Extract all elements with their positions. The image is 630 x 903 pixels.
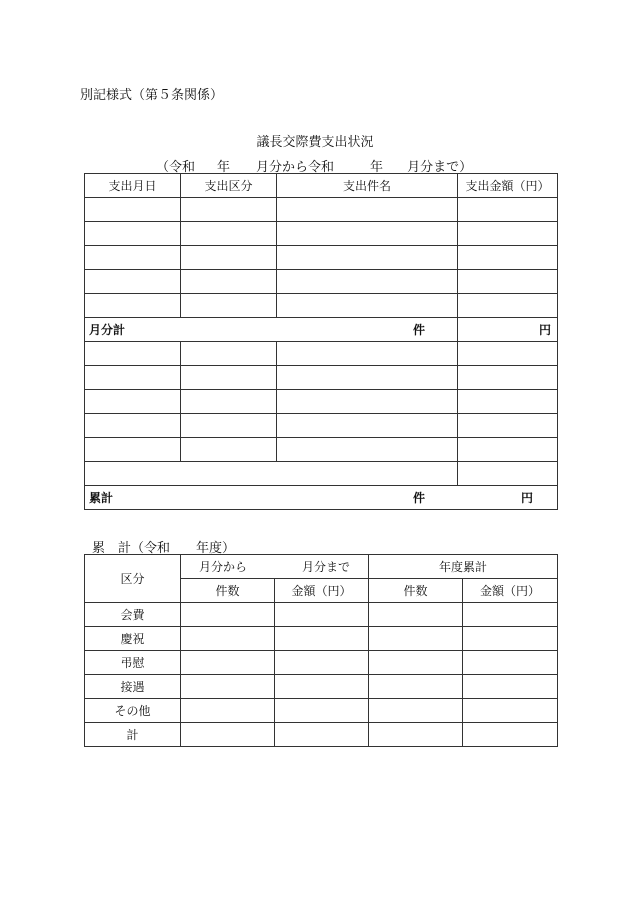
period-from: 月分から令和 bbox=[256, 160, 335, 175]
count-cell[interactable] bbox=[369, 603, 463, 627]
table-header-row bbox=[85, 174, 558, 198]
summary-row bbox=[85, 603, 558, 627]
date-cell[interactable] bbox=[85, 222, 181, 246]
row-label: 会費 bbox=[85, 603, 181, 627]
amount-cell[interactable] bbox=[275, 627, 369, 651]
subject-cell[interactable] bbox=[277, 342, 458, 366]
form-reference: 別記様式（第５条関係） bbox=[80, 88, 224, 103]
summary-row bbox=[85, 699, 558, 723]
subject-cell[interactable] bbox=[277, 366, 458, 390]
amount-cell[interactable] bbox=[458, 222, 558, 246]
subject-cell[interactable] bbox=[277, 198, 458, 222]
count-cell[interactable] bbox=[369, 699, 463, 723]
category-cell[interactable] bbox=[181, 366, 277, 390]
count-cell[interactable] bbox=[181, 627, 275, 651]
period-open: （令和 bbox=[156, 160, 196, 175]
amount-cell[interactable] bbox=[463, 699, 558, 723]
category-cell[interactable] bbox=[181, 198, 277, 222]
table-row bbox=[85, 198, 558, 222]
count-header: 件数 bbox=[369, 579, 463, 603]
table-row bbox=[85, 414, 558, 438]
subject-cell[interactable] bbox=[277, 294, 458, 318]
cumulative-total-label: 累計 bbox=[89, 491, 114, 505]
amount-cell[interactable] bbox=[458, 462, 558, 486]
amount-header: 金額（円） bbox=[463, 579, 558, 603]
amount-cell[interactable] bbox=[463, 675, 558, 699]
category-cell[interactable] bbox=[181, 438, 277, 462]
subject-cell[interactable] bbox=[277, 414, 458, 438]
category-cell[interactable] bbox=[181, 222, 277, 246]
date-cell[interactable] bbox=[85, 366, 181, 390]
subject-cell[interactable] bbox=[277, 246, 458, 270]
document-title: 議長交際費支出状況 bbox=[256, 135, 374, 150]
monthly-total-cell bbox=[85, 318, 458, 342]
category-cell[interactable] bbox=[181, 390, 277, 414]
count-cell[interactable] bbox=[181, 675, 275, 699]
period-year-2: 年 bbox=[370, 160, 384, 175]
expense-table bbox=[84, 173, 558, 510]
count-cell[interactable] bbox=[181, 603, 275, 627]
subject-cell[interactable] bbox=[277, 270, 458, 294]
category-cell[interactable] bbox=[181, 246, 277, 270]
row-label: その他 bbox=[85, 699, 181, 723]
monthly-total-count-unit: 件 bbox=[412, 323, 425, 337]
count-cell[interactable] bbox=[181, 699, 275, 723]
amount-cell[interactable] bbox=[463, 651, 558, 675]
date-cell[interactable] bbox=[85, 414, 181, 438]
row-label: 接遇 bbox=[85, 675, 181, 699]
table-row bbox=[85, 366, 558, 390]
amount-cell[interactable] bbox=[463, 603, 558, 627]
period-year-1: 年 bbox=[217, 160, 231, 175]
amount-cell[interactable] bbox=[458, 270, 558, 294]
table-row bbox=[85, 246, 558, 270]
year-total-header: 年度累計 bbox=[369, 555, 558, 579]
amount-cell[interactable] bbox=[275, 699, 369, 723]
date-cell[interactable] bbox=[85, 294, 181, 318]
amount-cell[interactable] bbox=[275, 651, 369, 675]
amount-cell[interactable] bbox=[458, 342, 558, 366]
cumulative-total-row bbox=[85, 486, 558, 510]
summary-row bbox=[85, 651, 558, 675]
date-cell[interactable] bbox=[85, 198, 181, 222]
table-row bbox=[85, 342, 558, 366]
amount-cell[interactable] bbox=[275, 723, 369, 747]
count-cell[interactable] bbox=[369, 651, 463, 675]
count-cell[interactable] bbox=[369, 723, 463, 747]
amount-header: 金額（円） bbox=[275, 579, 369, 603]
date-cell[interactable] bbox=[85, 390, 181, 414]
category-cell[interactable] bbox=[181, 270, 277, 294]
column-header: 支出区分 bbox=[181, 174, 277, 198]
table-row bbox=[85, 222, 558, 246]
summary-row bbox=[85, 723, 558, 747]
amount-cell[interactable] bbox=[275, 675, 369, 699]
summary-row bbox=[85, 627, 558, 651]
category-cell[interactable] bbox=[181, 414, 277, 438]
subject-cell[interactable] bbox=[277, 222, 458, 246]
period-from-header: 月分から bbox=[199, 560, 248, 574]
date-cell[interactable] bbox=[85, 270, 181, 294]
monthly-total-row bbox=[85, 318, 558, 342]
count-cell[interactable] bbox=[369, 627, 463, 651]
category-cell[interactable] bbox=[181, 342, 277, 366]
table-row bbox=[85, 270, 558, 294]
summary-caption: 累 計（令和 年度） bbox=[92, 541, 236, 556]
table-row bbox=[85, 438, 558, 462]
category-cell[interactable] bbox=[181, 294, 277, 318]
amount-cell[interactable] bbox=[458, 438, 558, 462]
amount-cell[interactable] bbox=[458, 414, 558, 438]
summary-row bbox=[85, 675, 558, 699]
table-row bbox=[85, 462, 558, 486]
row-label: 弔慰 bbox=[85, 651, 181, 675]
summary-header-row bbox=[85, 555, 558, 579]
table-row bbox=[85, 294, 558, 318]
subject-cell[interactable] bbox=[277, 438, 458, 462]
count-cell[interactable] bbox=[369, 675, 463, 699]
column-header: 支出件名 bbox=[277, 174, 458, 198]
date-cell[interactable] bbox=[85, 342, 181, 366]
amount-cell[interactable] bbox=[458, 246, 558, 270]
amount-cell[interactable] bbox=[458, 366, 558, 390]
amount-cell[interactable] bbox=[463, 627, 558, 651]
period-to: 月分まで） bbox=[407, 160, 473, 175]
cumulative-total-yen-unit: 円 bbox=[520, 491, 533, 505]
amount-cell[interactable] bbox=[458, 390, 558, 414]
cumulative-total-cell bbox=[85, 486, 558, 510]
category-header: 区分 bbox=[85, 555, 181, 603]
amount-cell[interactable] bbox=[275, 603, 369, 627]
period-to-header: 月分まで bbox=[301, 560, 350, 574]
monthly-total-label: 月分計 bbox=[89, 323, 126, 337]
row-label: 慶祝 bbox=[85, 627, 181, 651]
amount-cell[interactable] bbox=[463, 723, 558, 747]
period-header bbox=[181, 555, 369, 579]
monthly-total-yen: 円 bbox=[458, 318, 558, 342]
amount-cell[interactable] bbox=[458, 198, 558, 222]
count-cell[interactable] bbox=[181, 651, 275, 675]
merged-cell[interactable] bbox=[85, 462, 458, 486]
table-row bbox=[85, 390, 558, 414]
column-header: 支出金額（円） bbox=[458, 174, 558, 198]
cumulative-total-count-unit: 件 bbox=[412, 491, 425, 505]
count-header: 件数 bbox=[181, 579, 275, 603]
date-cell[interactable] bbox=[85, 246, 181, 270]
date-cell[interactable] bbox=[85, 438, 181, 462]
row-label: 計 bbox=[85, 723, 181, 747]
subject-cell[interactable] bbox=[277, 390, 458, 414]
count-cell[interactable] bbox=[181, 723, 275, 747]
amount-cell[interactable] bbox=[458, 294, 558, 318]
summary-table bbox=[84, 554, 558, 747]
column-header: 支出月日 bbox=[85, 174, 181, 198]
